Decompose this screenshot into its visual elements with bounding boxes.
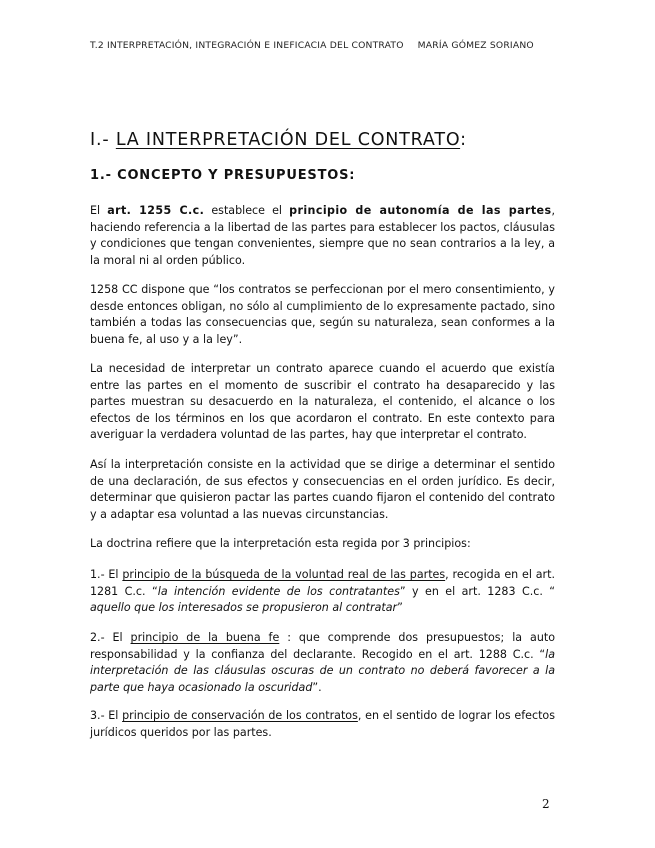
section-suffix: : — [460, 130, 467, 150]
subsection-heading: 1.- CONCEPTO Y PRESUPUESTOS: — [90, 168, 356, 183]
text-run: establece el — [204, 204, 290, 217]
text-run: , haciendo referencia a la libertad de las partes para establecer los pactos, cláusulas y condiciones que tengan convenientes, siempre que no sean contrarios a la ley, a la moral ni al orden público. — [90, 204, 555, 267]
quote-italic: la intención evidente de los contratantes — [157, 584, 400, 598]
text-run: , recogida en el art. 1281 C.c. “ — [90, 568, 555, 598]
quote-italic: la interpretación de las cláusulas oscuras de un contrato no deberá favorecer a la parte que haya ocasionado la oscuridad — [90, 647, 555, 694]
paragraph-autonomia — [90, 203, 555, 269]
text-run: El — [90, 204, 108, 217]
section-title: LA INTERPRETACIÓN DEL CONTRATO — [115, 130, 461, 150]
section-heading — [90, 130, 467, 150]
paragraph-principio-2 — [90, 630, 555, 696]
header-author: MARÍA GÓMEZ SORIANO — [417, 40, 534, 51]
paragraph-necesidad: La necesidad de interpretar un contrato aparece cuando el acuerdo que existía entre las partes en el momento de suscribir el contrato ha desaparecido y las partes muestran su desacuerdo en la naturaleza, el contenido, el alcance o los efectos de los términos en los que acordaron el contrato. En este contexto para averiguar la verdadera voluntad de las partes, hay que interpretar el contrato. — [90, 362, 555, 441]
page-number: 2 — [542, 797, 550, 811]
text-run: 3.- El — [90, 709, 123, 722]
paragraph-1258: 1258 CC dispone que “los contratos se perfeccionan por el mero consentimiento, y desde entonces obligan, no sólo al cumplimiento de lo expresamente pactado, sino también a todas las consecuencias que, según su naturaleza, sean conformes a la buena fe, al uso y a la ley”. — [90, 283, 555, 346]
section-prefix: I.- — [90, 130, 110, 150]
text-run: , en el sentido de lograr los efectos jurídicos queridos por las partes. — [90, 709, 555, 739]
text-run: : que comprende dos presupuestos; la auto responsabilidad y la confianza del declarante. Recogido en el art. 1288 C.c. “ — [90, 631, 556, 661]
principle-underlined: principio de la buena fe — [130, 631, 280, 644]
running-header — [90, 40, 565, 51]
quote-italic: aquello que los interesados se propusieron al contratar — [90, 601, 398, 614]
text-run: ”. — [312, 680, 322, 694]
text-run: ” — [397, 601, 403, 614]
principle-underlined: principio de la búsqueda de la voluntad real de las partes — [122, 568, 446, 581]
paragraph-doctrina: La doctrina refiere que la interpretación esta regida por 3 principios: — [90, 537, 471, 550]
text-run: ” y en el art. 1283 C.c. “ — [399, 584, 556, 598]
principle-emphasis: principio de autonomía de las partes — [289, 204, 552, 217]
paragraph-principio-1 — [90, 567, 555, 617]
header-title: T.2 INTERPRETACIÓN, INTEGRACIÓN E INEFICACIA DEL CONTRATO — [90, 40, 404, 51]
text-run: 2.- El — [90, 631, 131, 644]
principle-underlined: principio de conservación de los contratos — [122, 709, 358, 722]
article-reference: art. 1255 C.c. — [107, 204, 205, 217]
text-run: 1.- El — [90, 568, 123, 581]
paragraph-principio-3 — [90, 708, 555, 741]
paragraph-interpretacion: Así la interpretación consiste en la actividad que se dirige a determinar el sentido de una declaración, de sus efectos y consecuencias en el orden jurídico. Es decir, determinar que quisieron pactar las partes cuando fijaron el contenido del contrato y a adaptar esa voluntad a las nuevas circunstancias. — [90, 458, 555, 521]
